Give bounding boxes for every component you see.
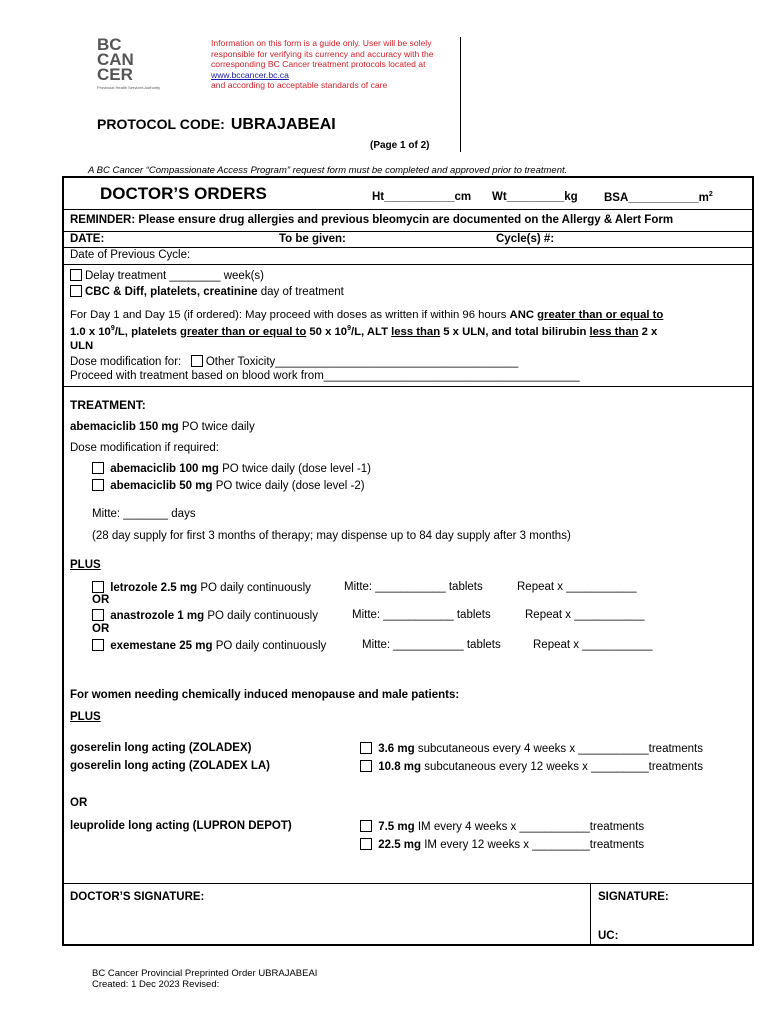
- gos1-rest: subcutaneous every 4 weeks x ___________treatments: [417, 743, 703, 755]
- bccancer-link[interactable]: www.bccancer.bc.ca: [211, 69, 289, 80]
- abema-100-checkbox[interactable]: [92, 462, 104, 474]
- signature-divider: [590, 884, 591, 944]
- to-be-given-label[interactable]: To be given:: [279, 233, 346, 245]
- disclaimer-notice: [211, 38, 451, 91]
- let-bold: letrozole 2.5 mg: [110, 582, 198, 594]
- bloodwork-row: [70, 370, 580, 382]
- mitte-days[interactable]: Mitte: _______ days: [92, 508, 196, 520]
- abema-rest: PO twice daily: [181, 421, 255, 433]
- cbc-rest: day of treatment: [260, 286, 344, 298]
- footer-line-1: BC Cancer Provincial Preprinted Order UBRAJABEAI: [92, 968, 318, 979]
- other-toxicity-checkbox[interactable]: [191, 355, 203, 367]
- date-label[interactable]: DATE:: [70, 233, 105, 245]
- dose-mod-required: Dose modification if required:: [70, 442, 219, 454]
- leu2-rest: IM every 12 weeks x _________treatments: [424, 839, 645, 851]
- exe-rest: PO daily continuously: [215, 640, 327, 652]
- exemestane-mitte[interactable]: Mitte: ___________ tablets: [362, 639, 501, 651]
- menopause-heading: For women needing chemically induced menopause and male patients:: [70, 689, 460, 701]
- or-label-2: OR: [92, 623, 110, 635]
- page-indicator: (Page 1 of 2): [370, 140, 430, 151]
- leuprolide-label: leuprolide long acting (LUPRON DEPOT): [70, 820, 292, 832]
- m2-label: m: [698, 191, 709, 204]
- logo-subtitle: Provincial Health Services Authority: [97, 85, 161, 90]
- letrozole-option[interactable]: [92, 581, 311, 594]
- gte-1: greater than or equal to: [537, 309, 664, 321]
- platelet-sup: 9: [347, 325, 351, 332]
- wt-blank: _________: [506, 191, 565, 203]
- reminder-row: [64, 210, 752, 232]
- pretreatment-section: [64, 265, 752, 387]
- goserelin-10-8-option[interactable]: [360, 760, 703, 773]
- let-rest: PO daily continuously: [200, 582, 311, 594]
- bc-cancer-logo: [97, 37, 207, 90]
- alt-label: /L, ALT: [350, 325, 388, 338]
- uln-label: ULN: [70, 339, 94, 352]
- opt2-rest: PO twice daily (dose level -2): [215, 480, 365, 492]
- height-field[interactable]: [372, 191, 471, 203]
- previous-cycle-label[interactable]: Date of Previous Cycle:: [70, 249, 191, 261]
- lt-2: less than: [589, 325, 639, 338]
- footer-line-2: Created: 1 Dec 2023 Revised:: [92, 979, 220, 990]
- or-label-1: OR: [92, 594, 110, 606]
- goserelin-label: goserelin long acting (ZOLADEX): [70, 742, 252, 754]
- protocol-label: PROTOCOL CODE:: [97, 116, 225, 132]
- treatment-section: [64, 387, 752, 884]
- leu1-rest: IM every 4 weeks x ___________treatments: [417, 821, 645, 833]
- proceed-p1: For Day 1 and Day 15 (if ordered): May proceed with doses as written if within 96 hours: [70, 309, 507, 321]
- signature-section: [64, 884, 752, 944]
- proceed-criteria: [70, 308, 750, 353]
- bsa-blank: ___________: [628, 191, 699, 204]
- leuprolide-22-5-checkbox[interactable]: [360, 838, 372, 850]
- abemaciclib-order: [70, 421, 255, 433]
- letrozole-mitte[interactable]: Mitte: ___________ tablets: [344, 581, 483, 593]
- cbc-bold: CBC & Diff, platelets, creatinine: [85, 286, 258, 298]
- gte-2: greater than or equal to: [180, 325, 307, 338]
- delay-label: Delay treatment ________ week(s): [85, 270, 264, 282]
- wt-label: Wt: [492, 191, 507, 203]
- exemestane-option[interactable]: [92, 639, 326, 652]
- footer: [92, 968, 317, 990]
- goserelin-3-6-option[interactable]: [360, 742, 703, 755]
- bsa-field[interactable]: [604, 191, 713, 204]
- abema-50-option[interactable]: [92, 479, 365, 492]
- reminder-text: REMINDER: Please ensure drug allergies and previous bleomycin are documented on the Allergy & Alert Form: [70, 214, 674, 226]
- or-label-3: OR: [70, 797, 88, 809]
- doctor-signature-label[interactable]: DOCTOR’S SIGNATURE:: [70, 891, 205, 903]
- notice-text: Information on this form is a guide only. User will be solely responsible for verifying its currency and accuracy with the corresponding BC Cancer treatment protocols located at: [211, 38, 434, 70]
- logo-line-1: BC: [97, 35, 122, 54]
- exemestane-repeat[interactable]: Repeat x ___________: [533, 639, 653, 651]
- letrozole-checkbox[interactable]: [92, 581, 104, 593]
- goserelin-la-label: goserelin long acting (ZOLADEX LA): [70, 760, 270, 772]
- dose-mod-label: Dose modification for:: [70, 356, 182, 368]
- supply-note: (28 day supply for first 3 months of therapy; may dispense up to 84 day supply after 3 months): [92, 530, 571, 542]
- cbc-option[interactable]: [70, 285, 344, 298]
- leuprolide-7-5-checkbox[interactable]: [360, 820, 372, 832]
- previous-cycle-row: [64, 248, 752, 265]
- plus-label-2: PLUS: [70, 711, 101, 723]
- ht-blank: ___________: [384, 191, 455, 203]
- plus-label-1: PLUS: [70, 559, 101, 571]
- goserelin-10-8-checkbox[interactable]: [360, 760, 372, 772]
- ana-rest: PO daily continuously: [207, 610, 318, 622]
- anc-value: 1.0 x 10: [70, 325, 111, 338]
- leu1-bold: 7.5 mg: [378, 821, 415, 833]
- notice-tail: and according to acceptable standards of care: [211, 80, 388, 91]
- ht-label: Ht: [372, 191, 385, 203]
- delay-treatment-option[interactable]: [70, 269, 264, 282]
- goserelin-3-6-checkbox[interactable]: [360, 742, 372, 754]
- compassionate-access-caption: A BC Cancer “Compassionate Access Program” request form must be completed and approved prior to treatment.: [88, 165, 568, 176]
- cycle-label[interactable]: Cycle(s) #:: [496, 233, 555, 245]
- opt1-rest: PO twice daily (dose level -1): [222, 463, 371, 475]
- gos1-bold: 3.6 mg: [378, 743, 415, 755]
- platelets-label: /L, platelets: [114, 325, 177, 338]
- letrozole-repeat[interactable]: Repeat x ___________: [517, 581, 637, 593]
- anastrozole-option[interactable]: [92, 609, 318, 622]
- bilirubin-label: 5 x ULN, and total bilirubin: [443, 325, 587, 338]
- anc-sup: 9: [110, 325, 115, 332]
- exemestane-checkbox[interactable]: [92, 639, 104, 651]
- protocol-code-value: UBRAJABEAI: [230, 116, 336, 133]
- lt-1: less than: [391, 325, 441, 338]
- orders-form: [62, 176, 754, 946]
- treatment-title: TREATMENT:: [70, 398, 146, 412]
- other-toxicity-blank[interactable]: ______________________________________: [275, 356, 519, 368]
- gos2-rest: subcutaneous every 12 weeks x _________treatments: [424, 761, 703, 773]
- date-row: [64, 232, 752, 248]
- bloodwork-blank[interactable]: ________________________________________: [323, 370, 580, 382]
- cbc-checkbox[interactable]: [70, 285, 82, 297]
- protocol-code: [97, 116, 336, 134]
- logo-line-3: CER: [97, 65, 133, 84]
- delay-checkbox[interactable]: [70, 269, 82, 281]
- m2-superscript: 2: [708, 191, 713, 198]
- header-divider: [460, 37, 461, 152]
- dose-modification-row: [70, 355, 518, 368]
- weight-field[interactable]: [492, 191, 578, 203]
- abema-bold: abemaciclib 150 mg: [70, 421, 179, 433]
- anastrozole-mitte[interactable]: Mitte: ___________ tablets: [352, 609, 491, 621]
- anastrozole-repeat[interactable]: Repeat x ___________: [525, 609, 645, 621]
- anc-label: ANC: [509, 309, 535, 321]
- opt1-bold: abemaciclib 100 mg: [110, 463, 219, 475]
- leu2-bold: 22.5 mg: [378, 839, 422, 851]
- logo-line-2: CAN: [97, 50, 134, 69]
- abema-50-checkbox[interactable]: [92, 479, 104, 491]
- exe-bold: exemestane 25 mg: [110, 640, 213, 652]
- abema-100-option[interactable]: [92, 462, 371, 475]
- leuprolide-7-5-option[interactable]: [360, 820, 644, 833]
- uc-label[interactable]: UC:: [598, 930, 619, 942]
- anastrozole-checkbox[interactable]: [92, 609, 104, 621]
- gos2-bold: 10.8 mg: [378, 761, 422, 773]
- kg-label: kg: [564, 191, 578, 203]
- cm-label: cm: [454, 191, 472, 203]
- opt2-bold: abemaciclib 50 mg: [110, 480, 213, 492]
- doctors-orders-title: DOCTOR’S ORDERS: [100, 184, 267, 203]
- leuprolide-22-5-option[interactable]: [360, 838, 644, 851]
- ana-bold: anastrozole 1 mg: [110, 610, 205, 622]
- bloodwork-label: Proceed with treatment based on blood work from: [70, 370, 324, 382]
- other-toxicity-label: Other Toxicity: [205, 356, 276, 368]
- platelet-value: 50 x 10: [309, 325, 348, 338]
- bsa-label: BSA: [604, 191, 629, 204]
- bilirubin-value: 2 x: [641, 325, 658, 338]
- signature-label[interactable]: SIGNATURE:: [598, 891, 669, 903]
- doctors-orders-header: [64, 178, 752, 210]
